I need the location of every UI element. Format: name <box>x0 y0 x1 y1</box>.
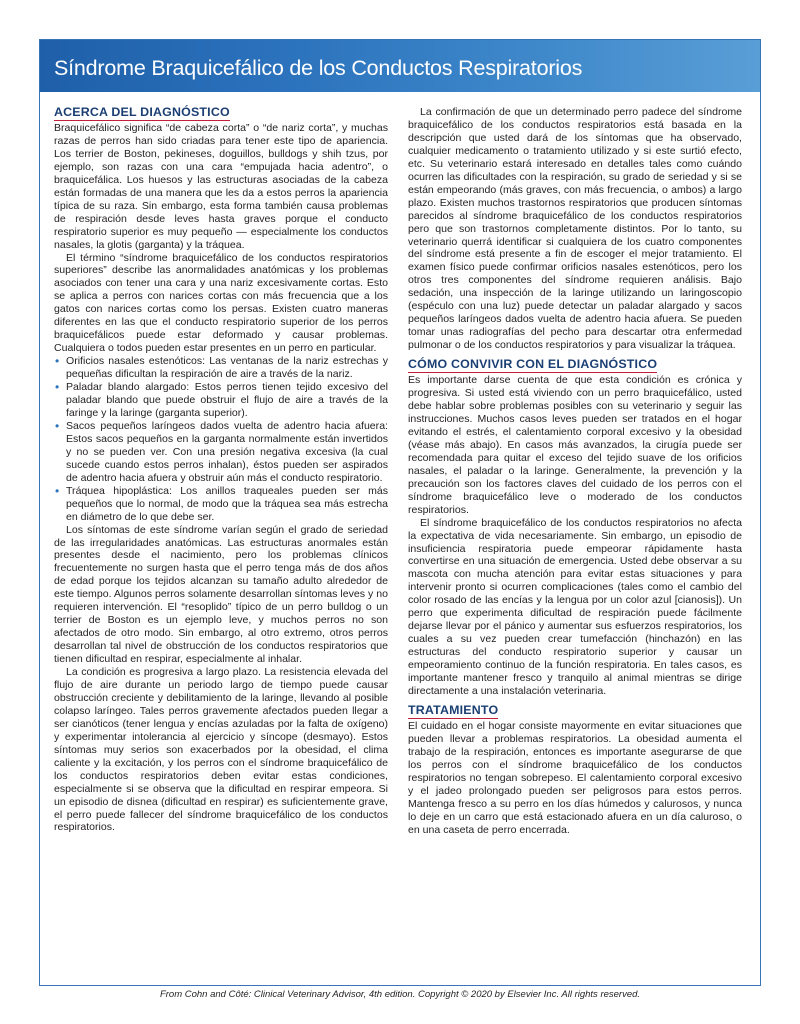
page-frame <box>39 39 761 986</box>
section-heading-diagnosis: ACERCA DEL DIAGNÓSTICO <box>54 105 230 119</box>
paragraph: Braquicefálico significa “de cabeza corta” o “de nariz corta”, y muchas razas de perros han sido criadas para tener este tipo de apariencia. Los terrier de Boston, pekineses, doguillos, bulldogs y shih tzus, por ejemplo, son razas con una cara “empujada hacia adentro”, o braquicefálica. Los huesos y las estructuras asociadas de la cabeza están formadas de una manera que les da a estos perros la apariencia típica de su raza. Sin embargo, esta forma también causa problemas de respiración desde leves hasta graves porque el conducto respiratorio superior es muy pequeño — especialmente los conductos nasales, la glotis (garganta) y la tráquea. <box>54 122 388 251</box>
section-heading-treatment: TRATAMIENTO <box>408 702 499 717</box>
page-title: Síndrome Braquicefálico de los Conductos Respiratorios <box>54 56 583 80</box>
title-banner <box>40 40 760 92</box>
list-item: • Paladar blando alargado: Estos perros tienen tejido excesivo del paladar blando que puede obstruir el flujo de aire a través de la faringe y la laringe (garganta superior). <box>66 381 388 420</box>
paragraph: El término “síndrome braquicefálico de los conductos respiratorios superiores” describe las anormalidades anatómicas y los problemas asociados con tener una cara y una nariz excesivamente cortas. Esto se aplica a perros con narices cortas con más frecuencia que a los gatos con narices cortas como los persas. Existen cuatro maneras diferentes en las que el conducto respiratorio superior de los perros braquicefálicos puede estar deformado y causar problemas. Cualquiera o todos pueden estar presentes en un perro en particular. <box>54 251 388 355</box>
list-item: • Tráquea hipoplástica: Los anillos traqueales pueden ser más pequeños que lo normal, de modo que la tráquea sea más estrecha en diámetro de lo que debe ser. <box>66 485 388 524</box>
copyright-footer: From Cohn and Côté: Clinical Veterinary Advisor, 4th edition. Copyright © 2020 by Elsevier Inc. All rights reserved. <box>159 989 641 1000</box>
section-heading-living: CÓMO CONVIVIR CON EL DIAGNÓSTICO <box>408 357 658 372</box>
paragraph: La confirmación de que un determinado perro padece del síndrome braquicefálico de los conductos respiratorios está basada en la descripción que usted dará de los síntomas que ha observado, cualquier medicamento o tratamiento utilizado y si este surtió efecto, etc. Su veterinario estará interesado en detalles tales como cuándo ocurren las dificultades con la respiración, su grado de seriedad y si se están empeorando (más graves, con más frecuencia, o ambos) a largo plazo. Existen muchos trastornos respiratorios que producen síntomas parecidos al síndrome braquicefálico de los conductos respiratorios pero que son trastornos completamente distintos. Por lo tanto, su veterinario querrá identificar si cualquiera de los cuatro componentes del síndrome está presente a fin de escoger el mejor tratamiento. El examen físico puede confirmar orificios nasales estenóticos, pero los otros tres componentes del síndrome requieren análisis. Bajo sedación, una inspección de la laringe utilizando un laringoscopio (espéculo con una luz) puede detectar un paladar alargado y sacos pequeños laríngeos dados vuelta de adentro hacia afuera. Se pueden tomar unas radiografías del pecho para descartar otra enfermedad pulmonar o de los conductos respiratorios y para visualizar la tráquea. <box>408 106 742 352</box>
list-item: • Orificios nasales estenóticos: Las ventanas de la nariz estrechas y pequeñas dificultan la respiración de aire a través de la nariz. <box>66 355 388 381</box>
bullet-list <box>54 355 388 523</box>
paragraph: El síndrome braquicefálico de los conductos respiratorios no afecta la expectativa de vida necesariamente. Sin embargo, un episodio de insuficiencia respiratoria puede empeorar rápidamente hasta convertirse en una situación de emergencia. Usted debe observar a su mascota con mucha atención para evitar estas situaciones y para intervenir pronto si ocurren complicaciones (tales como el cambio del color rosado de las encías y la lengua por un color azul [cianosis]). Un perro que experimenta dificultad de respiración puede fácilmente dejarse llevar por el pánico y aumentar sus esfuerzos respiratorios, los cuales a su vez pueden crear tumefacción (hinchazón) en las estructuras del conducto respiratorio superior y causar un empeoramiento continuo de la función respiratoria. En tales casos, es importante mantener fresco y tranquilo al animal mientras se dirige directamente a una instalación veterinaria. <box>408 516 742 697</box>
right-column <box>408 106 742 837</box>
paragraph: El cuidado en el hogar consiste mayormente en evitar situaciones que pueden llevar a problemas respiratorios. La obesidad aumenta el trabajo de la respiración, entonces es importante asegurarse de que los perros con el síndrome braquicefálico de los conductos respiratorios no tengan sobrepeso. El calentamiento corporal excesivo y el jadeo prolongado pueden ser peligrosos para estos perros. Mantenga fresco a su perro en los días húmedos y calurosos, y nunca lo deje en un carro que está estacionado afuera en un día caluroso, o en una caseta de perro encerrada. <box>408 719 742 836</box>
paragraph: Es importante darse cuenta de que esta condición es crónica y progresiva. Si usted está viviendo con un perro braquicefálico, usted debe hablar sobre problemas posibles con su veterinario y seguir las instrucciones. Muchos casos leves pueden ser tratados en el hogar evitando el estrés, el calentamiento corporal excesivo y la obesidad (véase más abajo). En casos más avanzados, la cirugía puede ser recomendada para quitar el exceso del tejido suave de los orificios nasales, el paladar o la laringe. Generalmente, la prevención y la precaución son los factores claves del cuidado de los perros con el síndrome braquicefálico leve o moderado de los conductos respiratorios. <box>408 374 742 516</box>
paragraph: La condición es progresiva a largo plazo. La resistencia elevada del flujo de aire durante un periodo largo de tiempo puede causar obstrucción creciente y debilitamiento de la laringe, llevando al posible colapso laríngeo. Tales perros gravemente afectados pueden llegar a ser cianóticos (tener lengua y encías azuladas por la falta de oxígeno) y experimentar intolerancia al ejercicio y síncope (desmayo). Estos síntomas muy serios son exacerbados por la obesidad, el clima caliente y la excitación, y los perros con el síndrome braquicefálico de los conductos respiratorios deben evitar estas condiciones, especialmente si se observa que la dificultad en respirar empeora. Si un episodio de disnea (dificultad en respirar) es suficientemente grave, el perro puede fallecer del síndrome braquicefálico de los conductos respiratorios. <box>54 666 388 834</box>
list-item: • Sacos pequeños laríngeos dados vuelta de adentro hacia afuera: Estos sacos pequeños en la garganta normalmente están invertidos y no se pueden ver. Con una presión negativa excesiva (la cual sucede cuando estos perros inhalan), éstos pueden ser aspirados de adentro hacia afuera y obstruir aún más el conducto respiratorio. <box>66 420 388 485</box>
paragraph: Los síntomas de este síndrome varían según el grado de seriedad de las irregularidades anatómicas. Las estructuras anormales están presentes desde el nacimiento, pero los problemas clínicos frecuentemente no surgen hasta que el perro tenga más de dos años de edad porque los tejidos alcanzan su tamaño adulto alrededor de este tiempo. Algunos perros solamente desarrollan síntomas leves y no requieren intervención. El “resoplido” típico de un perro bulldog o un terrier de Boston es un ejemplo leve, y muchos perros no son afectados de otro modo. Sin embargo, al otro extremo, otros perros desarrollan tal nivel de obstrucción de los conductos respiratorios que tienen dificultad en respirar, especialmente al inhalar. <box>54 523 388 666</box>
left-column <box>54 105 388 834</box>
